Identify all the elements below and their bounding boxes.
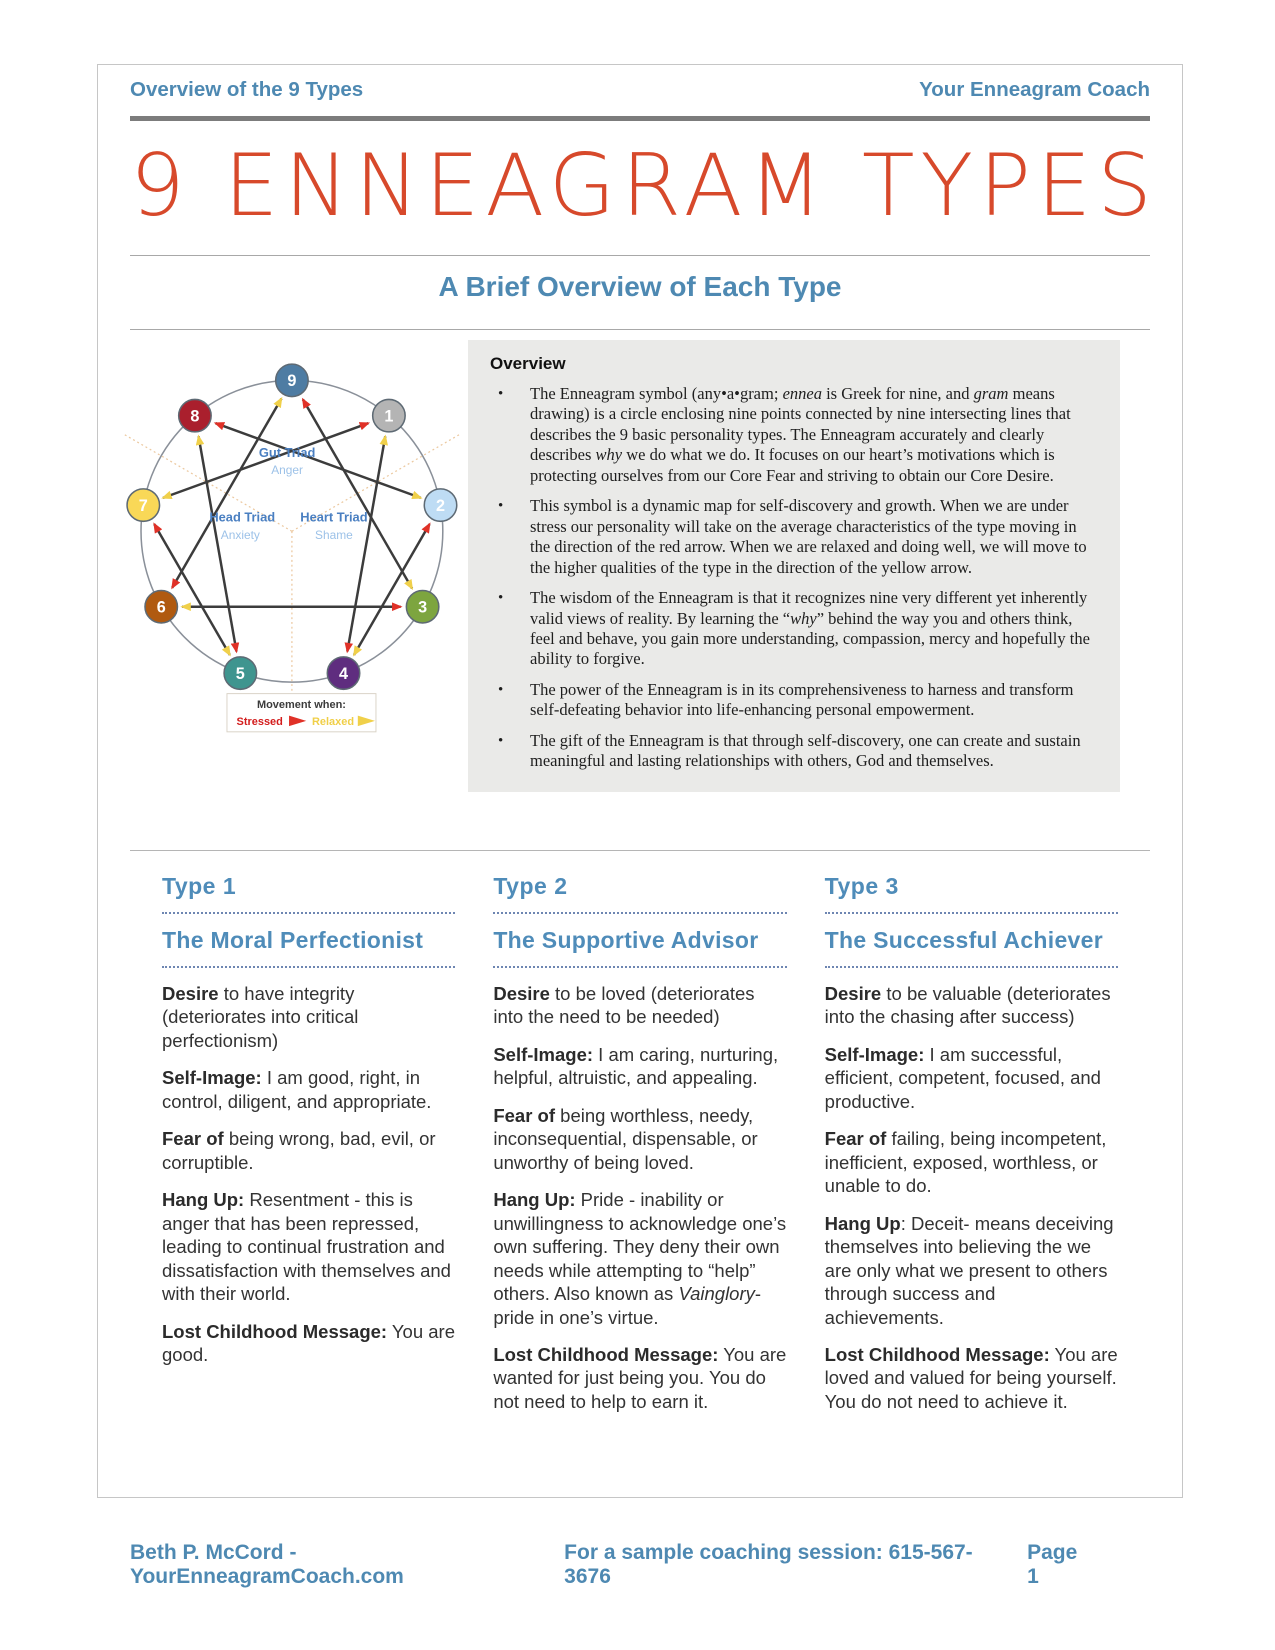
type-paragraphs <box>493 982 786 1414</box>
svg-text:4: 4 <box>339 664 349 683</box>
svg-text:Anger: Anger <box>271 462 304 477</box>
enneagram-node-6 <box>145 590 177 622</box>
svg-text:Stressed: Stressed <box>236 716 283 729</box>
svg-text:Relaxed: Relaxed <box>311 716 355 729</box>
enneagram-node-8 <box>179 399 211 431</box>
page-footer <box>0 1541 1275 1589</box>
type-paragraph: Self-Image: I am good, right, in control, diligent, and appropriate. <box>162 1067 432 1112</box>
svg-text:9: 9 <box>287 372 297 391</box>
enneagram-node-1 <box>373 399 405 431</box>
enneagram-symbol-figure <box>120 340 460 734</box>
movement-legend <box>227 694 376 732</box>
enneagram-node-9 <box>276 364 308 396</box>
type-3-column <box>825 873 1118 1414</box>
svg-text:2: 2 <box>436 496 446 515</box>
footer-author: Beth P. McCord - YourEnneagramCoach.com <box>130 1541 404 1588</box>
type-paragraph: Lost Childhood Message: You are wanted for just being you. You do not need to help to earn it. <box>493 1344 787 1412</box>
type-paragraph: Hang Up: Deceit- means deceiving themselves into believing the we are only what we present to others through success and achievements. <box>824 1212 1114 1328</box>
svg-text:Movement when:: Movement when: <box>256 698 346 711</box>
dotted-divider <box>162 964 455 968</box>
type-label: Type 3 <box>824 872 899 899</box>
dotted-divider <box>162 910 455 914</box>
svg-text:Head Triad: Head Triad <box>209 509 276 525</box>
type-paragraphs <box>825 982 1118 1414</box>
type-paragraph: Desire to have integrity (deteriorates into critical perfectionism) <box>162 982 359 1051</box>
footer-contact: For a sample coaching session: 615-567-3676 <box>564 1541 973 1588</box>
subtitle-bottom-divider <box>130 329 1150 330</box>
type-paragraph: Hang Up: Resentment - this is anger that has been repressed, leading to continual frustration and dissatisfaction with themselves and with their world. <box>162 1189 451 1305</box>
page-title: 9 ENNEAGRAM TYPES <box>130 136 1158 236</box>
overview-box <box>468 340 1120 792</box>
type-paragraph: Lost Childhood Message: You are loved and valued for being yourself. You do not need to achieve it. <box>824 1344 1118 1412</box>
type-paragraph: Fear of failing, being incompetent, inefficient, exposed, worthless, or unable to do. <box>824 1128 1107 1197</box>
svg-text:Heart Triad: Heart Triad <box>300 509 368 525</box>
overview-bullet: • This symbol is a dynamic map for self-discovery and growth. When we are under stress our personality will take on the average characteristics of the type moving in the direction of the red arrow. When we are relaxed and doing well, we will move to the higher qualities of the type in the direction of the yellow arrow. <box>490 496 1100 578</box>
overview-bullet: • The power of the Enneagram is in its comprehensiveness to harness and transform self-defeating behavior into life-enhancing personal empowerment. <box>490 680 1100 721</box>
overview-heading: Overview <box>490 354 566 373</box>
subtitle-top-divider <box>130 255 1150 256</box>
svg-text:7: 7 <box>138 496 148 515</box>
overview-bullet: • The gift of the Enneagram is that through self-discovery, one can create and sustain meaningful and lasting relationships with others, God and themselves. <box>490 731 1100 772</box>
type-paragraph: Hang Up: Pride - inability or unwillingness to acknowledge one’s own suffering. They deny their own needs while attempting to “help” others. Also known as Vainglory- pride in one’s virtue. <box>493 1189 787 1328</box>
enneagram-node-5 <box>224 657 256 689</box>
svg-text:8: 8 <box>190 407 200 426</box>
type-paragraph: Lost Childhood Message: You are good. <box>162 1320 455 1365</box>
type-name: The Moral Perfectionist <box>162 926 424 953</box>
header-rule <box>130 116 1150 121</box>
header-left-title: Overview of the 9 Types <box>130 78 364 101</box>
type-paragraph: Desire to be loved (deteriorates into the need to be needed) <box>493 982 755 1028</box>
type-2-column <box>493 873 786 1414</box>
svg-text:6: 6 <box>156 598 166 617</box>
type-paragraphs <box>162 982 455 1367</box>
type-paragraph: Self-Image: I am caring, nurturing, helpful, altruistic, and appealing. <box>493 1043 779 1089</box>
dotted-divider <box>825 910 1118 914</box>
type-1-column <box>162 873 455 1414</box>
enneagram-diagram <box>120 340 460 734</box>
svg-text:3: 3 <box>418 598 428 617</box>
svg-text:Anxiety: Anxiety <box>220 527 260 542</box>
page-header <box>130 65 1150 102</box>
svg-text:5: 5 <box>235 664 245 683</box>
type-name: The Supportive Advisor <box>493 926 759 953</box>
type-paragraph: Fear of being wrong, bad, evil, or corruptible. <box>162 1128 436 1173</box>
dotted-divider <box>825 964 1118 968</box>
type-label: Type 2 <box>493 872 568 899</box>
type-paragraph: Self-Image: I am successful, efficient, competent, focused, and productive. <box>824 1043 1101 1112</box>
enneagram-node-3 <box>406 590 438 622</box>
intro-section <box>130 340 1150 792</box>
dotted-divider <box>493 964 786 968</box>
svg-text:Shame: Shame <box>315 527 353 542</box>
types-section <box>130 850 1150 1414</box>
type-paragraph: Desire to be valuable (deteriorates into the chasing after success) <box>824 982 1111 1028</box>
overview-bullet: • The wisdom of the Enneagram is that it recognizes nine very different yet inherently valid views of reality. By learning the “why” behind the way you and others think, feel and behave, you gain more understanding, compassion, mercy and hopefully the ability to forgive. <box>490 588 1100 670</box>
footer-page-number: Page 1 <box>1027 1541 1078 1588</box>
header-right-brand: Your Enneagram Coach <box>919 78 1150 101</box>
overview-bullet-list <box>490 384 1100 772</box>
enneagram-node-4 <box>327 657 359 689</box>
enneagram-node-7 <box>127 489 159 521</box>
type-label: Type 1 <box>162 872 237 899</box>
page-frame <box>97 64 1183 1498</box>
dotted-divider <box>493 910 786 914</box>
type-paragraph: Fear of being worthless, needy, inconsequential, dispensable, or unworthy of being loved. <box>493 1104 758 1173</box>
svg-text:1: 1 <box>384 407 394 426</box>
enneagram-node-2 <box>424 489 456 521</box>
svg-text:Gut Triad: Gut Triad <box>258 444 316 460</box>
overview-bullet: • The Enneagram symbol (any•a•gram; ennea is Greek for nine, and gram means drawing) is a circle enclosing nine points connected by nine intersecting lines that describes the 9 basic personality types. The Enneagram accurately and clearly describes why we do what we do. It focuses on our heart’s motivations which is protecting ourselves from our Core Fear and striving to obtain our Core Desire. <box>490 384 1100 486</box>
page-subtitle: A Brief Overview of Each Type <box>438 271 842 302</box>
type-name: The Successful Achiever <box>824 926 1103 953</box>
